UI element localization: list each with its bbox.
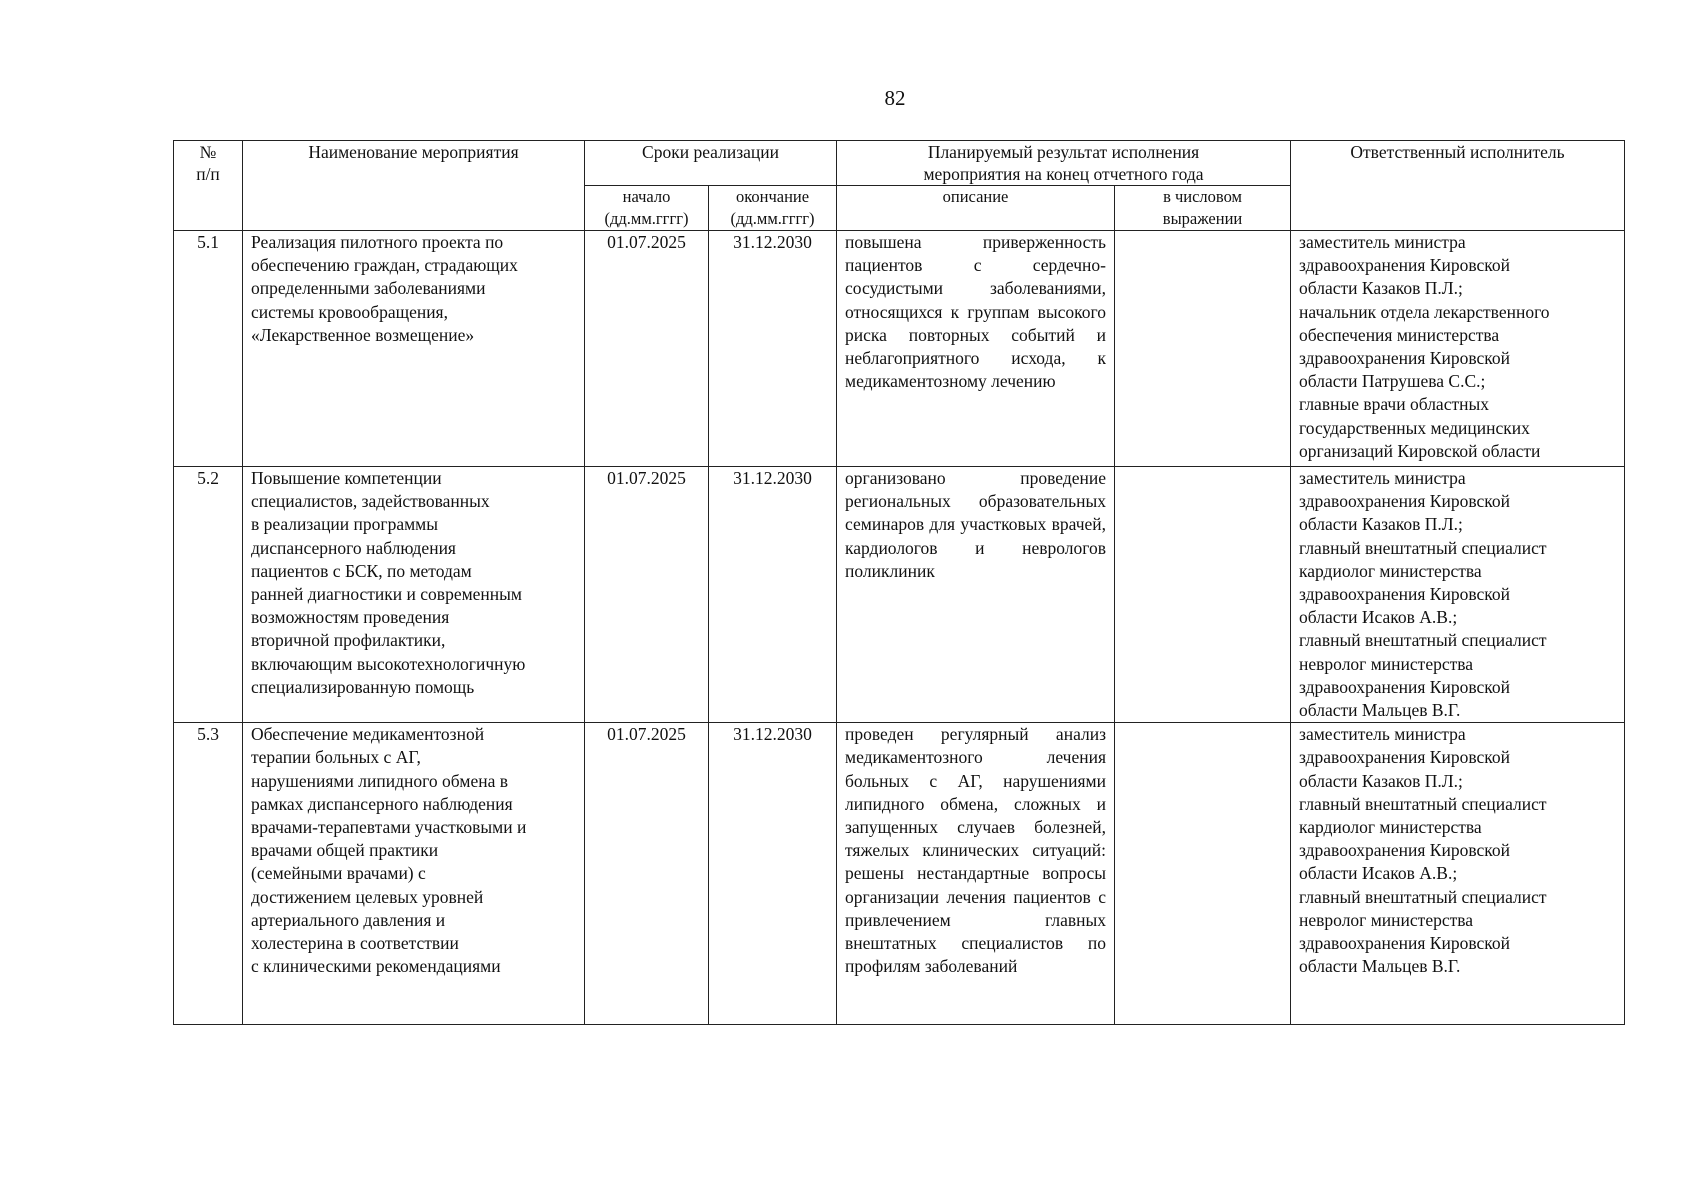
row-start: 01.07.2025: [585, 723, 709, 1025]
header-row-1: [174, 141, 1625, 186]
row-numeric: [1115, 231, 1291, 467]
header-end: окончание (дд.мм.гггг): [709, 186, 837, 231]
row-executor: заместитель министра здравоохранения Кировской области Казаков П.Л.; начальник отдела лекарственного обеспечения министерства здравоохранения Кировской области Патрушева С.С.; главные врачи областных государственных медицинских организаций Кировской области: [1291, 231, 1625, 467]
row-name: Повышение компетенции специалистов, задействованных в реализации программы диспансерного наблюдения пациентов с БСК, по методам ранней диагностики и современным возможностям проведения вторичной профилактики, включающим высокотехнологичную специализированную помощь: [243, 467, 585, 723]
header-numeric: в числовом выражении: [1115, 186, 1291, 231]
row-description: повышена приверженность пациентов с сердечно-сосудистыми заболеваниями, относящихся к группам высокого риска повторных событий и неблагоприятного исхода, к медикаментозному лечению: [837, 231, 1115, 467]
row-num: 5.1: [174, 231, 243, 467]
row-end: 31.12.2030: [709, 467, 837, 723]
header-description: описание: [837, 186, 1115, 231]
header-terms: Сроки реализации: [585, 141, 837, 186]
row-start: 01.07.2025: [585, 231, 709, 467]
row-name: Реализация пилотного проекта по обеспечению граждан, страдающих определенными заболеваниями системы кровообращения, «Лекарственное возмещение»: [243, 231, 585, 467]
row-description: проведен регулярный анализ медикаментозного лечения больных с АГ, нарушениями липидного обмена, сложных и запущенных случаев болезней, тяжелых клинических ситуаций: решены нестандартные вопросы организации лечения пациентов с привлечением главных внештатных специалистов по профилям заболеваний: [837, 723, 1115, 1025]
row-name: Обеспечение медикаментозной терапии больных с АГ, нарушениями липидного обмена в рамках диспансерного наблюдения врачами-терапевтами участковыми и врачами общей практики (семейными врачами) с достижением целевых уровней артериального давления и холестерина в соответствии с клиническими рекомендациями: [243, 723, 585, 1025]
table-row: [174, 467, 1625, 723]
row-end: 31.12.2030: [709, 231, 837, 467]
row-executor: заместитель министра здравоохранения Кировской области Казаков П.Л.; главный внештатный специалист кардиолог министерства здравоохранения Кировской области Исаков А.В.; главный внештатный специалист невролог министерства здравоохранения Кировской области Мальцев В.Г.: [1291, 723, 1625, 1025]
row-description: организовано проведение региональных образовательных семинаров для участковых врачей, кардиологов и неврологов поликлиник: [837, 467, 1115, 723]
header-result: Планируемый результат исполнения мероприятия на конец отчетного года: [837, 141, 1291, 186]
header-executor: Ответственный исполнитель: [1291, 141, 1625, 231]
activities-table: [173, 140, 1625, 1025]
row-num: 5.2: [174, 467, 243, 723]
row-start: 01.07.2025: [585, 467, 709, 723]
table-row: [174, 231, 1625, 467]
page-number: 82: [884, 86, 906, 110]
table-row: [174, 723, 1625, 1025]
header-num: № п/п: [174, 141, 243, 231]
row-num: 5.3: [174, 723, 243, 1025]
header-start: начало (дд.мм.гггг): [585, 186, 709, 231]
row-end: 31.12.2030: [709, 723, 837, 1025]
row-executor: заместитель министра здравоохранения Кировской области Казаков П.Л.; главный внештатный специалист кардиолог министерства здравоохранения Кировской области Исаков А.В.; главный внештатный специалист невролог министерства здравоохранения Кировской области Мальцев В.Г.: [1291, 467, 1625, 723]
header-name: Наименование мероприятия: [243, 141, 585, 231]
row-numeric: [1115, 467, 1291, 723]
row-numeric: [1115, 723, 1291, 1025]
